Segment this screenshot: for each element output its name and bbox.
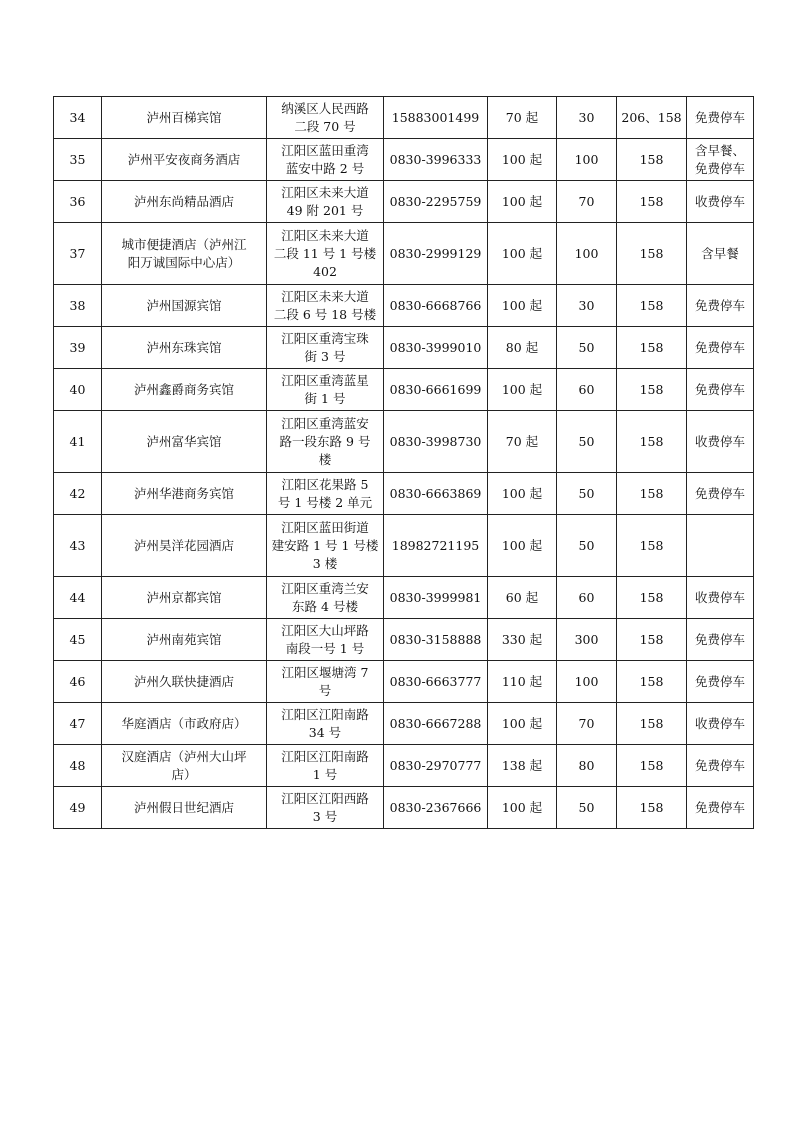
- cell-no: 36: [54, 181, 102, 223]
- cell-no: 49: [54, 787, 102, 829]
- cell-price: 100 起: [488, 473, 557, 515]
- table-row: [54, 577, 754, 619]
- cell-address: 江阳区蓝田重湾 蓝安中路 2 号: [267, 139, 384, 181]
- table-row: [54, 411, 754, 473]
- cell-rooms: 70: [557, 703, 617, 745]
- cell-name: 泸州华港商务宾馆: [102, 473, 267, 515]
- cell-parking: 含早餐、 免费停车: [687, 139, 754, 181]
- cell-other: 158: [617, 619, 687, 661]
- cell-other: 158: [617, 661, 687, 703]
- cell-parking: 免费停车: [687, 97, 754, 139]
- table-row: [54, 181, 754, 223]
- cell-phone: 0830-2367666: [384, 787, 488, 829]
- cell-rooms: 80: [557, 745, 617, 787]
- cell-parking: 收费停车: [687, 577, 754, 619]
- cell-name: 泸州昊洋花园酒店: [102, 515, 267, 577]
- cell-no: 41: [54, 411, 102, 473]
- table-row: [54, 369, 754, 411]
- cell-parking: 免费停车: [687, 327, 754, 369]
- cell-rooms: 60: [557, 369, 617, 411]
- cell-rooms: 50: [557, 327, 617, 369]
- table-row: [54, 139, 754, 181]
- cell-name: 泸州百梯宾馆: [102, 97, 267, 139]
- cell-parking: 免费停车: [687, 787, 754, 829]
- cell-address: 江阳区堰塘湾 7 号: [267, 661, 384, 703]
- cell-other: 158: [617, 139, 687, 181]
- cell-price: 70 起: [488, 97, 557, 139]
- cell-price: 60 起: [488, 577, 557, 619]
- cell-parking: 免费停车: [687, 473, 754, 515]
- cell-address: 纳溪区人民西路 二段 70 号: [267, 97, 384, 139]
- cell-rooms: 70: [557, 181, 617, 223]
- cell-price: 138 起: [488, 745, 557, 787]
- cell-price: 100 起: [488, 787, 557, 829]
- cell-price: 80 起: [488, 327, 557, 369]
- cell-name: 泸州东尚精品酒店: [102, 181, 267, 223]
- cell-name: 泸州久联快捷酒店: [102, 661, 267, 703]
- cell-no: 34: [54, 97, 102, 139]
- cell-address: 江阳区重湾蓝星 街 1 号: [267, 369, 384, 411]
- cell-address: 江阳区江阳西路 3 号: [267, 787, 384, 829]
- cell-name: 泸州假日世纪酒店: [102, 787, 267, 829]
- table-row: [54, 223, 754, 285]
- cell-other: 158: [617, 285, 687, 327]
- cell-phone: 0830-3998730: [384, 411, 488, 473]
- cell-rooms: 50: [557, 515, 617, 577]
- table-row: [54, 473, 754, 515]
- cell-name: 泸州东珠宾馆: [102, 327, 267, 369]
- cell-other: 158: [617, 703, 687, 745]
- hotel-table: [53, 96, 754, 829]
- cell-rooms: 100: [557, 661, 617, 703]
- cell-no: 46: [54, 661, 102, 703]
- cell-parking: 免费停车: [687, 745, 754, 787]
- cell-name: 城市便捷酒店（泸州江 阳万诚国际中心店）: [102, 223, 267, 285]
- cell-rooms: 30: [557, 97, 617, 139]
- cell-name: 泸州国源宾馆: [102, 285, 267, 327]
- table-row: [54, 703, 754, 745]
- cell-other: 158: [617, 745, 687, 787]
- cell-no: 47: [54, 703, 102, 745]
- cell-phone: 0830-6661699: [384, 369, 488, 411]
- cell-price: 100 起: [488, 223, 557, 285]
- cell-price: 330 起: [488, 619, 557, 661]
- cell-rooms: 50: [557, 411, 617, 473]
- cell-rooms: 100: [557, 223, 617, 285]
- cell-name: 泸州鑫爵商务宾馆: [102, 369, 267, 411]
- cell-name: 华庭酒店（市政府店）: [102, 703, 267, 745]
- cell-other: 158: [617, 327, 687, 369]
- cell-address: 江阳区花果路 5 号 1 号楼 2 单元: [267, 473, 384, 515]
- table-body: [54, 97, 754, 829]
- table-row: [54, 619, 754, 661]
- cell-address: 江阳区重湾蓝安 路一段东路 9 号 楼: [267, 411, 384, 473]
- cell-other: 206、158: [617, 97, 687, 139]
- cell-phone: 18982721195: [384, 515, 488, 577]
- cell-phone: 0830-2999129: [384, 223, 488, 285]
- cell-other: 158: [617, 369, 687, 411]
- cell-price: 100 起: [488, 369, 557, 411]
- table-row: [54, 285, 754, 327]
- cell-phone: 0830-3999010: [384, 327, 488, 369]
- cell-no: 45: [54, 619, 102, 661]
- cell-parking: 收费停车: [687, 181, 754, 223]
- cell-rooms: 50: [557, 787, 617, 829]
- cell-phone: 0830-2970777: [384, 745, 488, 787]
- cell-parking: 收费停车: [687, 411, 754, 473]
- cell-phone: 0830-6663869: [384, 473, 488, 515]
- cell-parking: 收费停车: [687, 703, 754, 745]
- cell-name: 泸州京都宾馆: [102, 577, 267, 619]
- cell-address: 江阳区蓝田街道 建安路 1 号 1 号楼 3 楼: [267, 515, 384, 577]
- cell-parking: 免费停车: [687, 619, 754, 661]
- cell-name: 泸州平安夜商务酒店: [102, 139, 267, 181]
- cell-phone: 0830-3158888: [384, 619, 488, 661]
- cell-address: 江阳区未来大道 49 附 201 号: [267, 181, 384, 223]
- cell-no: 44: [54, 577, 102, 619]
- table-row: [54, 661, 754, 703]
- cell-price: 100 起: [488, 139, 557, 181]
- cell-other: 158: [617, 181, 687, 223]
- cell-price: 110 起: [488, 661, 557, 703]
- cell-address: 江阳区大山坪路 南段一号 1 号: [267, 619, 384, 661]
- table-row: [54, 97, 754, 139]
- cell-phone: 15883001499: [384, 97, 488, 139]
- cell-price: 100 起: [488, 181, 557, 223]
- cell-phone: 0830-2295759: [384, 181, 488, 223]
- cell-no: 42: [54, 473, 102, 515]
- cell-rooms: 30: [557, 285, 617, 327]
- table-row: [54, 745, 754, 787]
- cell-other: 158: [617, 787, 687, 829]
- cell-rooms: 50: [557, 473, 617, 515]
- cell-address: 江阳区重湾宝珠 街 3 号: [267, 327, 384, 369]
- cell-rooms: 100: [557, 139, 617, 181]
- cell-name: 泸州南苑宾馆: [102, 619, 267, 661]
- cell-price: 70 起: [488, 411, 557, 473]
- cell-no: 43: [54, 515, 102, 577]
- cell-phone: 0830-3999981: [384, 577, 488, 619]
- cell-price: 100 起: [488, 285, 557, 327]
- cell-parking: 免费停车: [687, 661, 754, 703]
- cell-phone: 0830-6667288: [384, 703, 488, 745]
- table-row: [54, 515, 754, 577]
- cell-other: 158: [617, 577, 687, 619]
- cell-no: 40: [54, 369, 102, 411]
- cell-other: 158: [617, 473, 687, 515]
- cell-no: 35: [54, 139, 102, 181]
- cell-price: 100 起: [488, 703, 557, 745]
- cell-phone: 0830-6668766: [384, 285, 488, 327]
- cell-phone: 0830-3996333: [384, 139, 488, 181]
- table-row: [54, 327, 754, 369]
- cell-other: 158: [617, 411, 687, 473]
- cell-parking: 免费停车: [687, 369, 754, 411]
- cell-address: 江阳区重湾兰安 东路 4 号楼: [267, 577, 384, 619]
- cell-address: 江阳区未来大道 二段 11 号 1 号楼 402: [267, 223, 384, 285]
- cell-no: 48: [54, 745, 102, 787]
- cell-rooms: 300: [557, 619, 617, 661]
- cell-no: 38: [54, 285, 102, 327]
- cell-address: 江阳区江阳南路 34 号: [267, 703, 384, 745]
- cell-rooms: 60: [557, 577, 617, 619]
- cell-parking: 含早餐: [687, 223, 754, 285]
- cell-parking: 免费停车: [687, 285, 754, 327]
- cell-other: 158: [617, 515, 687, 577]
- cell-name: 泸州富华宾馆: [102, 411, 267, 473]
- cell-address: 江阳区江阳南路 1 号: [267, 745, 384, 787]
- cell-price: 100 起: [488, 515, 557, 577]
- cell-no: 39: [54, 327, 102, 369]
- cell-address: 江阳区未来大道 二段 6 号 18 号楼: [267, 285, 384, 327]
- cell-phone: 0830-6663777: [384, 661, 488, 703]
- cell-other: 158: [617, 223, 687, 285]
- cell-no: 37: [54, 223, 102, 285]
- cell-parking: [687, 515, 754, 577]
- table-row: [54, 787, 754, 829]
- cell-name: 汉庭酒店（泸州大山坪 店）: [102, 745, 267, 787]
